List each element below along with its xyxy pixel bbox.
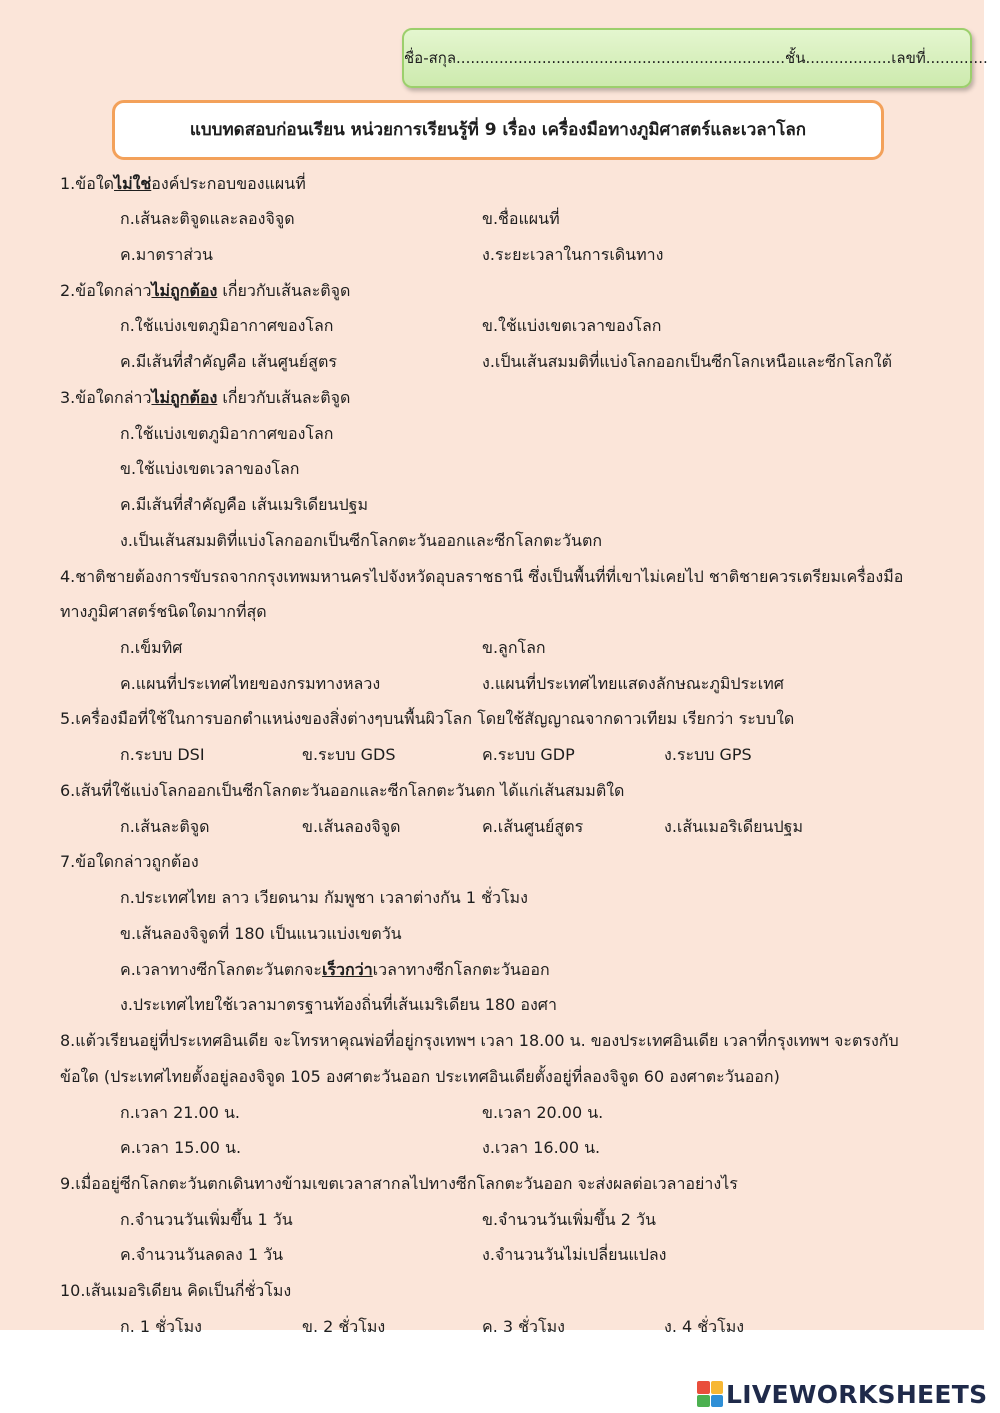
student-info-line: ชื่อ-สกุล.....................................................................ชั้น..................เลขที่.............	[404, 49, 988, 67]
q6-option-d[interactable]: ง.เส้นเมอริเดียนปฐม	[664, 817, 803, 836]
question-7: 7.ข้อใดกล่าวถูกต้อง	[60, 852, 199, 871]
emphasis-text: ไม่ใช่	[114, 174, 152, 193]
q8-option-a[interactable]: ก.เวลา 21.00 น.	[120, 1103, 241, 1122]
q2-option-c[interactable]: ค.มีเส้นที่สำคัญคือ เส้นศูนย์สูตร	[120, 352, 337, 371]
q2-option-d[interactable]: ง.เป็นเส้นสมมติที่แบ่งโลกออกเป็นซีกโลกเหนือและซีกโลกใต้	[482, 352, 893, 371]
question-9: 9.เมื่ออยู่ซีกโลกตะวันตกเดินทางข้ามเขตเวลาสากลไปทางซีกโลกตะวันออก จะส่งผลต่อเวลาอย่างไร	[60, 1174, 738, 1193]
q9-option-d[interactable]: ง.จำนวนวันไม่เปลี่ยนแปลง	[482, 1245, 667, 1264]
q10-option-c[interactable]: ค. 3 ชั่วโมง	[482, 1317, 565, 1336]
q7-option-d[interactable]: ง.ประเทศไทยใช้เวลามาตรฐานท้องถิ่นที่เส้นเมริเดียน 180 องศา	[120, 995, 557, 1014]
q8-option-d[interactable]: ง.เวลา 16.00 น.	[482, 1138, 601, 1157]
q8-option-c[interactable]: ค.เวลา 15.00 น.	[120, 1138, 242, 1157]
q6-option-a[interactable]: ก.เส้นละติจูด	[120, 817, 210, 836]
q9-option-c[interactable]: ค.จำนวนวันลดลง 1 วัน	[120, 1245, 284, 1264]
q1-option-c[interactable]: ค.มาตราส่วน	[120, 245, 213, 264]
emphasis-text: ไม่ถูกต้อง	[151, 388, 218, 407]
q9-option-b[interactable]: ข.จำนวนวันเพิ่มขึ้น 2 วัน	[482, 1210, 656, 1229]
question-8-line-1: 8.แต้วเรียนอยู่ที่ประเทศอินเดีย จะโทรหาคุณพ่อที่อยู่กรุงเทพฯ เวลา 18.00 น. ของประเทศอินเดีย เวลาที่กรุงเทพฯ จะตรงกับ	[60, 1031, 899, 1050]
q4-option-a[interactable]: ก.เข็มทิศ	[120, 638, 183, 657]
q3-option-b[interactable]: ข.ใช้แบ่งเขตเวลาของโลก	[120, 459, 300, 478]
q1-option-d[interactable]: ง.ระยะเวลาในการเดินทาง	[482, 245, 664, 264]
emphasis-text: ไม่ถูกต้อง	[151, 281, 218, 300]
q4-option-d[interactable]: ง.แผนที่ประเทศไทยแสดงลักษณะภูมิประเทศ	[482, 674, 784, 693]
q4-option-c[interactable]: ค.แผนที่ประเทศไทยของกรมทางหลวง	[120, 674, 381, 693]
q6-option-b[interactable]: ข.เส้นลองจิจูด	[302, 817, 401, 836]
q3-option-d[interactable]: ง.เป็นเส้นสมมติที่แบ่งโลกออกเป็นซีกโลกตะวันออกและซีกโลกตะวันตก	[120, 531, 603, 550]
q6-option-c[interactable]: ค.เส้นศูนย์สูตร	[482, 817, 584, 836]
q8-option-b[interactable]: ข.เวลา 20.00 น.	[482, 1103, 604, 1122]
q5-option-d[interactable]: ง.ระบบ GPS	[664, 745, 752, 764]
q2-option-a[interactable]: ก.ใช้แบ่งเขตภูมิอากาศของโลก	[120, 316, 334, 335]
q1-option-b[interactable]: ข.ชื่อแผนที่	[482, 209, 560, 228]
question-2: 2.ข้อใดกล่าวไม่ถูกต้อง เกี่ยวกับเส้นละติจูด	[60, 281, 351, 300]
q7-option-c[interactable]: ค.เวลาทางซีกโลกตะวันตกจะเร็วกว่าเวลาทางซีกโลกตะวันออก	[120, 960, 550, 979]
q10-option-a[interactable]: ก. 1 ชั่วโมง	[120, 1317, 202, 1336]
logo-text: LIVEWORKSHEETS	[726, 1379, 988, 1409]
question-6: 6.เส้นที่ใช้แบ่งโลกออกเป็นซีกโลกตะวันออกและซีกโลกตะวันตก ได้แก่เส้นสมมติใด	[60, 781, 625, 800]
q2-option-b[interactable]: ข.ใช้แบ่งเขตเวลาของโลก	[482, 316, 662, 335]
q5-option-a[interactable]: ก.ระบบ DSI	[120, 745, 205, 764]
q4-option-b[interactable]: ข.ลูกโลก	[482, 638, 546, 657]
q10-option-b[interactable]: ข. 2 ชั่วโมง	[302, 1317, 386, 1336]
q7-option-a[interactable]: ก.ประเทศไทย ลาว เวียดนาม กัมพูชา เวลาต่างกัน 1 ชั่วโมง	[120, 888, 528, 907]
question-3: 3.ข้อใดกล่าวไม่ถูกต้อง เกี่ยวกับเส้นละติจูด	[60, 388, 351, 407]
question-1: 1.ข้อใดไม่ใช่องค์ประกอบของแผนที่	[60, 174, 306, 193]
q3-option-c[interactable]: ค.มีเส้นที่สำคัญคือ เส้นเมริเดียนปฐม	[120, 495, 369, 514]
title-box	[112, 100, 884, 160]
q7-option-b[interactable]: ข.เส้นลองจิจูดที่ 180 เป็นแนวแบ่งเขตวัน	[120, 924, 402, 943]
q1-option-a[interactable]: ก.เส้นละติจูดและลองจิจูด	[120, 209, 295, 228]
logo-grid-icon	[697, 1381, 723, 1407]
student-info-box[interactable]	[402, 28, 988, 88]
question-4-line-2: ทางภูมิศาสตร์ชนิดใดมากที่สุด	[60, 602, 267, 621]
q10-option-d[interactable]: ง. 4 ชั่วโมง	[664, 1317, 745, 1336]
page-title: แบบทดสอบก่อนเรียน หน่วยการเรียนรู้ที่ 9 เรื่อง เครื่องมือทางภูมิศาสตร์และเวลาโลก	[189, 120, 807, 140]
q9-option-a[interactable]: ก.จำนวนวันเพิ่มขึ้น 1 วัน	[120, 1210, 293, 1229]
question-8-line-2: ข้อใด (ประเทศไทยตั้งอยู่ลองจิจูด 105 องศาตะวันออก ประเทศอินเดียตั้งอยู่ที่ลองจิจูด 60 องศาตะวันออก)	[60, 1067, 780, 1086]
question-5: 5.เครื่องมือที่ใช้ในการบอกตำแหน่งของสิ่งต่างๆบนพื้นผิวโลก โดยใช้สัญญาณจากดาวเทียม เรียกว่า ระบบใด	[60, 709, 795, 728]
q3-option-a[interactable]: ก.ใช้แบ่งเขตภูมิอากาศของโลก	[120, 424, 334, 443]
q5-option-b[interactable]: ข.ระบบ GDS	[302, 745, 396, 764]
q5-option-c[interactable]: ค.ระบบ GDP	[482, 745, 575, 764]
liveworksheets-logo[interactable]	[697, 1378, 987, 1410]
emphasis-text: เร็วกว่า	[321, 960, 373, 979]
question-4-line-1: 4.ชาติชายต้องการขับรถจากกรุงเทพมหานครไปจังหวัดอุบลราชธานี ซึ่งเป็นพื้นที่ที่เขาไม่เคยไป ชาติชายควรเตรียมเครื่องมือ	[60, 567, 904, 586]
question-10: 10.เส้นเมอริเดียน คิดเป็นกี่ชั่วโมง	[60, 1281, 292, 1300]
